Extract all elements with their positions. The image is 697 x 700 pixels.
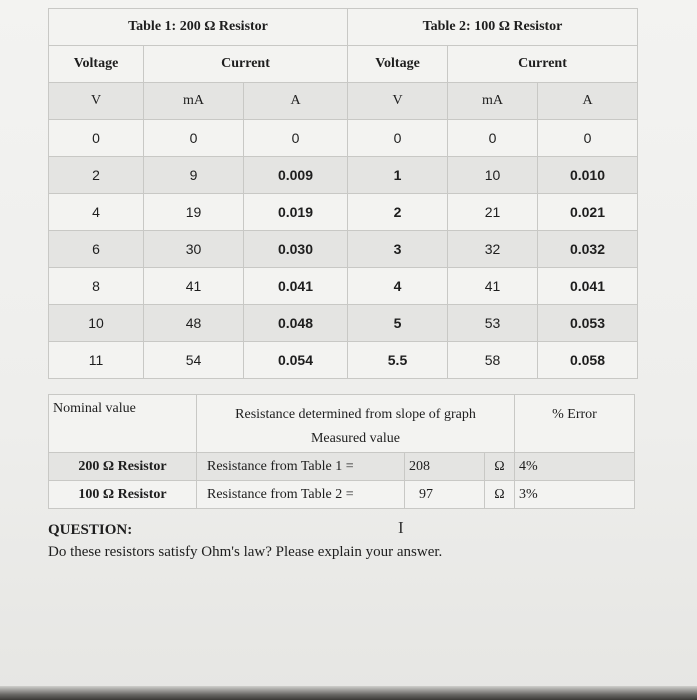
table-row bbox=[49, 453, 635, 481]
table-row bbox=[49, 120, 348, 157]
table2-cell-a: 0.058 bbox=[538, 342, 638, 379]
resistance-label: Resistance from Table 1 = bbox=[197, 453, 405, 481]
resistance-value: 208 bbox=[405, 453, 485, 481]
table-200-ohm bbox=[48, 8, 348, 379]
table-row bbox=[49, 268, 348, 305]
table1-cell-ma: 30 bbox=[144, 231, 244, 268]
table-100-ohm bbox=[347, 8, 638, 379]
table2-cell-v: 1 bbox=[348, 157, 448, 194]
table-row bbox=[49, 481, 635, 509]
table2-cell-v: 4 bbox=[348, 268, 448, 305]
measured-header: Measured value bbox=[310, 431, 401, 446]
table2-cell-v: 5.5 bbox=[348, 342, 448, 379]
table2-cell-ma: 0 bbox=[448, 120, 538, 157]
table1-cell-v: 2 bbox=[49, 157, 144, 194]
table2-unit-v: V bbox=[348, 83, 448, 120]
resistor-name: 200 Ω Resistor bbox=[49, 453, 197, 481]
table2-cell-ma: 58 bbox=[448, 342, 538, 379]
results-table bbox=[48, 394, 635, 509]
table-row bbox=[348, 231, 638, 268]
table2-cell-ma: 53 bbox=[448, 305, 538, 342]
table2-cell-ma: 41 bbox=[448, 268, 538, 305]
text-cursor-icon: I bbox=[398, 518, 404, 537]
percent-error: 4% bbox=[515, 453, 635, 481]
table-row bbox=[49, 194, 348, 231]
resistance-label: Resistance from Table 2 = bbox=[197, 481, 405, 509]
question-title: QUESTION: bbox=[48, 522, 133, 538]
table-row bbox=[348, 194, 638, 231]
table1-cell-v: 4 bbox=[49, 194, 144, 231]
table-row bbox=[49, 305, 348, 342]
percent-error: 3% bbox=[515, 481, 635, 509]
table1-cell-a: 0.041 bbox=[244, 268, 348, 305]
slope-header-cell bbox=[197, 395, 515, 453]
table-row bbox=[348, 305, 638, 342]
table2-cell-ma: 21 bbox=[448, 194, 538, 231]
table-row bbox=[49, 231, 348, 268]
table-row bbox=[348, 157, 638, 194]
table2-cell-a: 0.053 bbox=[538, 305, 638, 342]
nominal-header: Nominal value bbox=[49, 395, 197, 453]
table1-unit-a: A bbox=[244, 83, 348, 120]
table2-cell-v: 5 bbox=[348, 305, 448, 342]
table2-cell-a: 0.032 bbox=[538, 231, 638, 268]
table2-cell-a: 0.021 bbox=[538, 194, 638, 231]
table-row bbox=[348, 268, 638, 305]
table1-unit-v: V bbox=[49, 83, 144, 120]
table2-cell-v: 2 bbox=[348, 194, 448, 231]
table1-cell-v: 8 bbox=[49, 268, 144, 305]
table-row bbox=[348, 120, 638, 157]
table1-cell-a: 0.048 bbox=[244, 305, 348, 342]
table-row bbox=[49, 342, 348, 379]
table2-cell-ma: 10 bbox=[448, 157, 538, 194]
table1-cell-ma: 19 bbox=[144, 194, 244, 231]
table2-cell-ma: 32 bbox=[448, 231, 538, 268]
table1-current-header: Current bbox=[144, 46, 348, 83]
table2-cell-v: 3 bbox=[348, 231, 448, 268]
table1-cell-a: 0.054 bbox=[244, 342, 348, 379]
table1-cell-a: 0.030 bbox=[244, 231, 348, 268]
page-edge-shadow bbox=[0, 686, 697, 700]
resistance-unit: Ω bbox=[485, 453, 515, 481]
table2-voltage-header: Voltage bbox=[348, 46, 448, 83]
table2-unit-a: A bbox=[538, 83, 638, 120]
resistance-unit: Ω bbox=[485, 481, 515, 509]
table1-cell-ma: 0 bbox=[144, 120, 244, 157]
table1-cell-a: 0 bbox=[244, 120, 348, 157]
resistance-value: 97 bbox=[405, 481, 485, 509]
resistor-name: 100 Ω Resistor bbox=[49, 481, 197, 509]
error-header: % Error bbox=[515, 395, 635, 453]
table2-unit-ma: mA bbox=[448, 83, 538, 120]
table-row bbox=[49, 157, 348, 194]
table1-cell-ma: 48 bbox=[144, 305, 244, 342]
table2-cell-a: 0.010 bbox=[538, 157, 638, 194]
table2-cell-a: 0.041 bbox=[538, 268, 638, 305]
table2-cell-a: 0 bbox=[538, 120, 638, 157]
table2-current-header: Current bbox=[448, 46, 638, 83]
table1-cell-ma: 54 bbox=[144, 342, 244, 379]
table1-cell-v: 6 bbox=[49, 231, 144, 268]
slope-header: Resistance determined from slope of graph bbox=[235, 407, 476, 422]
table1-cell-ma: 9 bbox=[144, 157, 244, 194]
table1-cell-ma: 41 bbox=[144, 268, 244, 305]
table1-cell-a: 0.019 bbox=[244, 194, 348, 231]
table1-cell-v: 10 bbox=[49, 305, 144, 342]
question-text[interactable]: Do these resistors satisfy Ohm's law? Please explain your answer. bbox=[48, 544, 443, 560]
table2-title: Table 2: 100 Ω Resistor bbox=[348, 9, 638, 46]
table1-unit-ma: mA bbox=[144, 83, 244, 120]
table-row bbox=[348, 342, 638, 379]
table1-voltage-header: Voltage bbox=[49, 46, 144, 83]
table1-cell-a: 0.009 bbox=[244, 157, 348, 194]
table1-cell-v: 0 bbox=[49, 120, 144, 157]
table1-title: Table 1: 200 Ω Resistor bbox=[49, 9, 348, 46]
table1-cell-v: 11 bbox=[49, 342, 144, 379]
table2-cell-v: 0 bbox=[348, 120, 448, 157]
